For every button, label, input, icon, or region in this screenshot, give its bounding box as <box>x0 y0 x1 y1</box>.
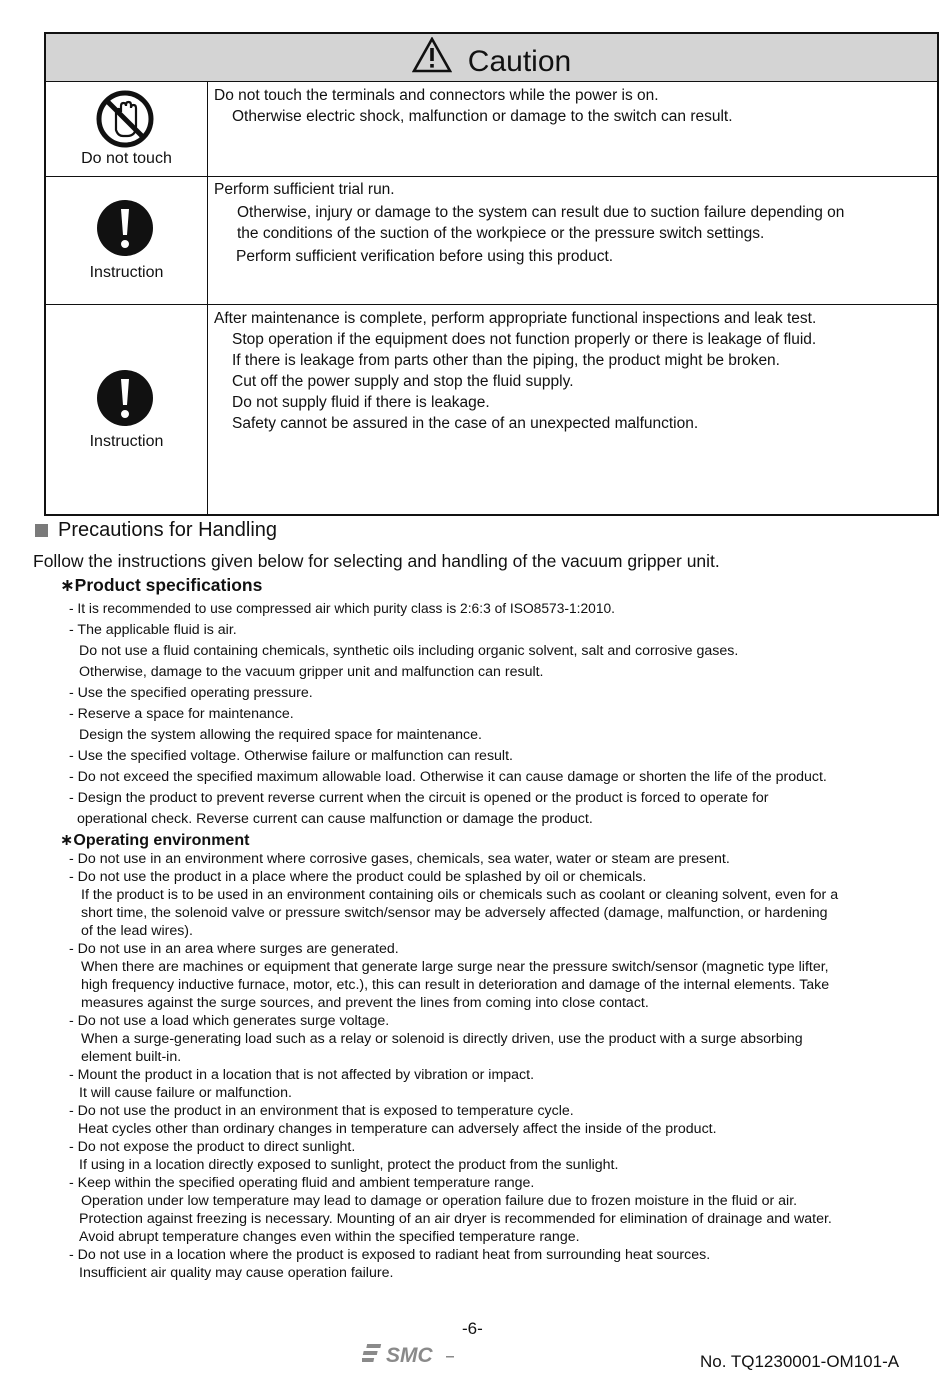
list-item: - Use the specified operating pressure. <box>69 685 313 701</box>
icon-cell <box>46 82 208 176</box>
list-item: Otherwise, damage to the vacuum gripper unit and malfunction can result. <box>79 664 544 680</box>
list-item: Heat cycles other than ordinary changes in temperature can adversely affect the inside of the product. <box>78 1121 717 1137</box>
list-item: high frequency inductive furnace, motor, etc.), this can result in deterioration and damage of the internal elements. Take <box>81 977 830 993</box>
list-item: - Design the product to prevent reverse current when the circuit is opened or the product is forced to operate for <box>69 790 769 806</box>
list-item: Do not use a fluid containing chemicals, synthetic oils including organic solvent, salt and corrosive gases. <box>79 643 739 659</box>
list-item: - It is recommended to use compressed air which purity class is 2:6:3 of ISO8573-1:2010. <box>69 601 616 616</box>
list-item: Operation under low temperature may lead to damage or operation failure due to frozen moisture in the fluid or air. <box>81 1193 798 1209</box>
caution-table <box>44 32 939 516</box>
caution-line: Do not touch the terminals and connectors while the power is on. <box>214 87 659 104</box>
operating-env-title: ∗Operating environment <box>60 832 250 849</box>
icon-cell <box>46 177 208 304</box>
icon-cell <box>46 305 208 516</box>
caution-line: Safety cannot be assured in the case of an unexpected malfunction. <box>232 415 699 432</box>
caution-row-do-not-touch <box>46 82 937 177</box>
list-item: - Do not use the product in an environment that is exposed to temperature cycle. <box>69 1103 574 1119</box>
page-number: -6- <box>462 1319 483 1338</box>
icon-label: Instruction <box>89 433 164 450</box>
caution-line: the conditions of the suction of the workpiece or the pressure switch settings. <box>237 225 765 242</box>
caution-line: Stop operation if the equipment does not function properly or there is leakage of fluid. <box>232 331 817 348</box>
list-item: - Do not use in an environment where corrosive gases, chemicals, sea water, water or steam are present. <box>69 851 730 867</box>
list-item: Insufficient air quality may cause operation failure. <box>79 1265 394 1281</box>
caution-line: Otherwise, injury or damage to the system can result due to suction failure depending on <box>237 204 845 221</box>
precautions-heading-text: Precautions for Handling <box>58 519 278 541</box>
list-item: If using in a location directly exposed to sunlight, protect the product from the sunlight. <box>79 1157 619 1173</box>
list-item: - Reserve a space for maintenance. <box>69 706 294 722</box>
list-item: operational check. Reverse current can cause malfunction or damage the product. <box>77 811 593 827</box>
caution-line: After maintenance is complete, perform appropriate functional inspections and leak test. <box>214 310 817 327</box>
list-item: - Do not use in an area where surges are generated. <box>69 941 399 957</box>
caution-title: Caution <box>467 44 572 78</box>
list-item: of the lead wires). <box>81 923 193 939</box>
list-item: - Use the specified voltage. Otherwise failure or malfunction can result. <box>69 748 513 764</box>
list-item: Protection against freezing is necessary. Mounting of an air dryer is recommended for elimination of drainage and water. <box>79 1211 832 1227</box>
list-item: - Do not use in a location where the product is exposed to radiant heat from surrounding heat sources. <box>69 1247 711 1263</box>
exclamation-icon <box>96 369 154 427</box>
list-item: When there are machines or equipment that generate large surge near the pressure switch/sensor (magnetic type lifter, <box>81 959 829 975</box>
list-item: If the product is to be used in an environment containing oils or chemicals such as coolant or cleaning solvent, even for a <box>81 887 839 903</box>
caution-line: Perform sufficient trial run. <box>214 181 395 198</box>
icon-label: Instruction <box>89 264 164 281</box>
list-item: element built-in. <box>81 1049 182 1065</box>
list-item: - Do not exceed the specified maximum allowable load. Otherwise it can cause damage or shorten the life of the product. <box>69 769 827 785</box>
smc-logo-text: SMC <box>386 1344 433 1367</box>
product-specs-title: ∗Product specifications <box>60 575 263 595</box>
list-item: - Mount the product in a location that is not affected by vibration or impact. <box>69 1067 535 1083</box>
list-item: - The applicable fluid is air. <box>69 622 237 638</box>
list-item: measures against the surge sources, and prevent the lines from coming into close contact. <box>81 995 649 1011</box>
list-item: - Keep within the specified operating fluid and ambient temperature range. <box>69 1175 535 1191</box>
caution-line: Perform sufficient verification before using this product. <box>236 248 614 265</box>
list-item: - Do not use a load which generates surge voltage. <box>69 1013 390 1029</box>
list-item: When a surge-generating load such as a relay or solenoid is directly driven, use the product with a surge absorbing <box>81 1031 803 1047</box>
list-item: - Do not expose the product to direct sunlight. <box>69 1139 356 1155</box>
exclamation-icon <box>96 199 154 257</box>
caution-row-trial-run <box>46 177 937 305</box>
list-item: It will cause failure or malfunction. <box>79 1085 292 1101</box>
caution-line: Do not supply fluid if there is leakage. <box>232 394 490 411</box>
caution-line: Otherwise electric shock, malfunction or damage to the switch can result. <box>232 108 733 125</box>
icon-label: Do not touch <box>81 150 172 167</box>
precautions-heading <box>35 519 277 542</box>
caution-line: If there is leakage from parts other than the piping, the product might be broken. <box>232 352 780 369</box>
caution-line: Cut off the power supply and stop the fluid supply. <box>232 373 574 390</box>
list-item: short time, the solenoid valve or pressure switch/sensor may be adversely affected (damage, malfunction, or hardening <box>81 905 828 921</box>
caution-header <box>46 34 937 82</box>
caution-row-maintenance <box>46 305 937 516</box>
warning-triangle-icon <box>412 37 452 73</box>
smc-logo <box>362 1340 462 1368</box>
list-item: Avoid abrupt temperature changes even within the specified temperature range. <box>79 1229 580 1245</box>
do-not-touch-icon <box>96 90 154 148</box>
list-item: - Do not use the product in a place where the product could be splashed by oil or chemicals. <box>69 869 647 885</box>
square-bullet-icon <box>35 524 48 537</box>
handling-intro: Follow the instructions given below for selecting and handling of the vacuum gripper unit. <box>33 551 720 571</box>
list-item: Design the system allowing the required space for maintenance. <box>79 727 482 743</box>
document-number: No. TQ1230001-OM101-A <box>700 1352 900 1371</box>
